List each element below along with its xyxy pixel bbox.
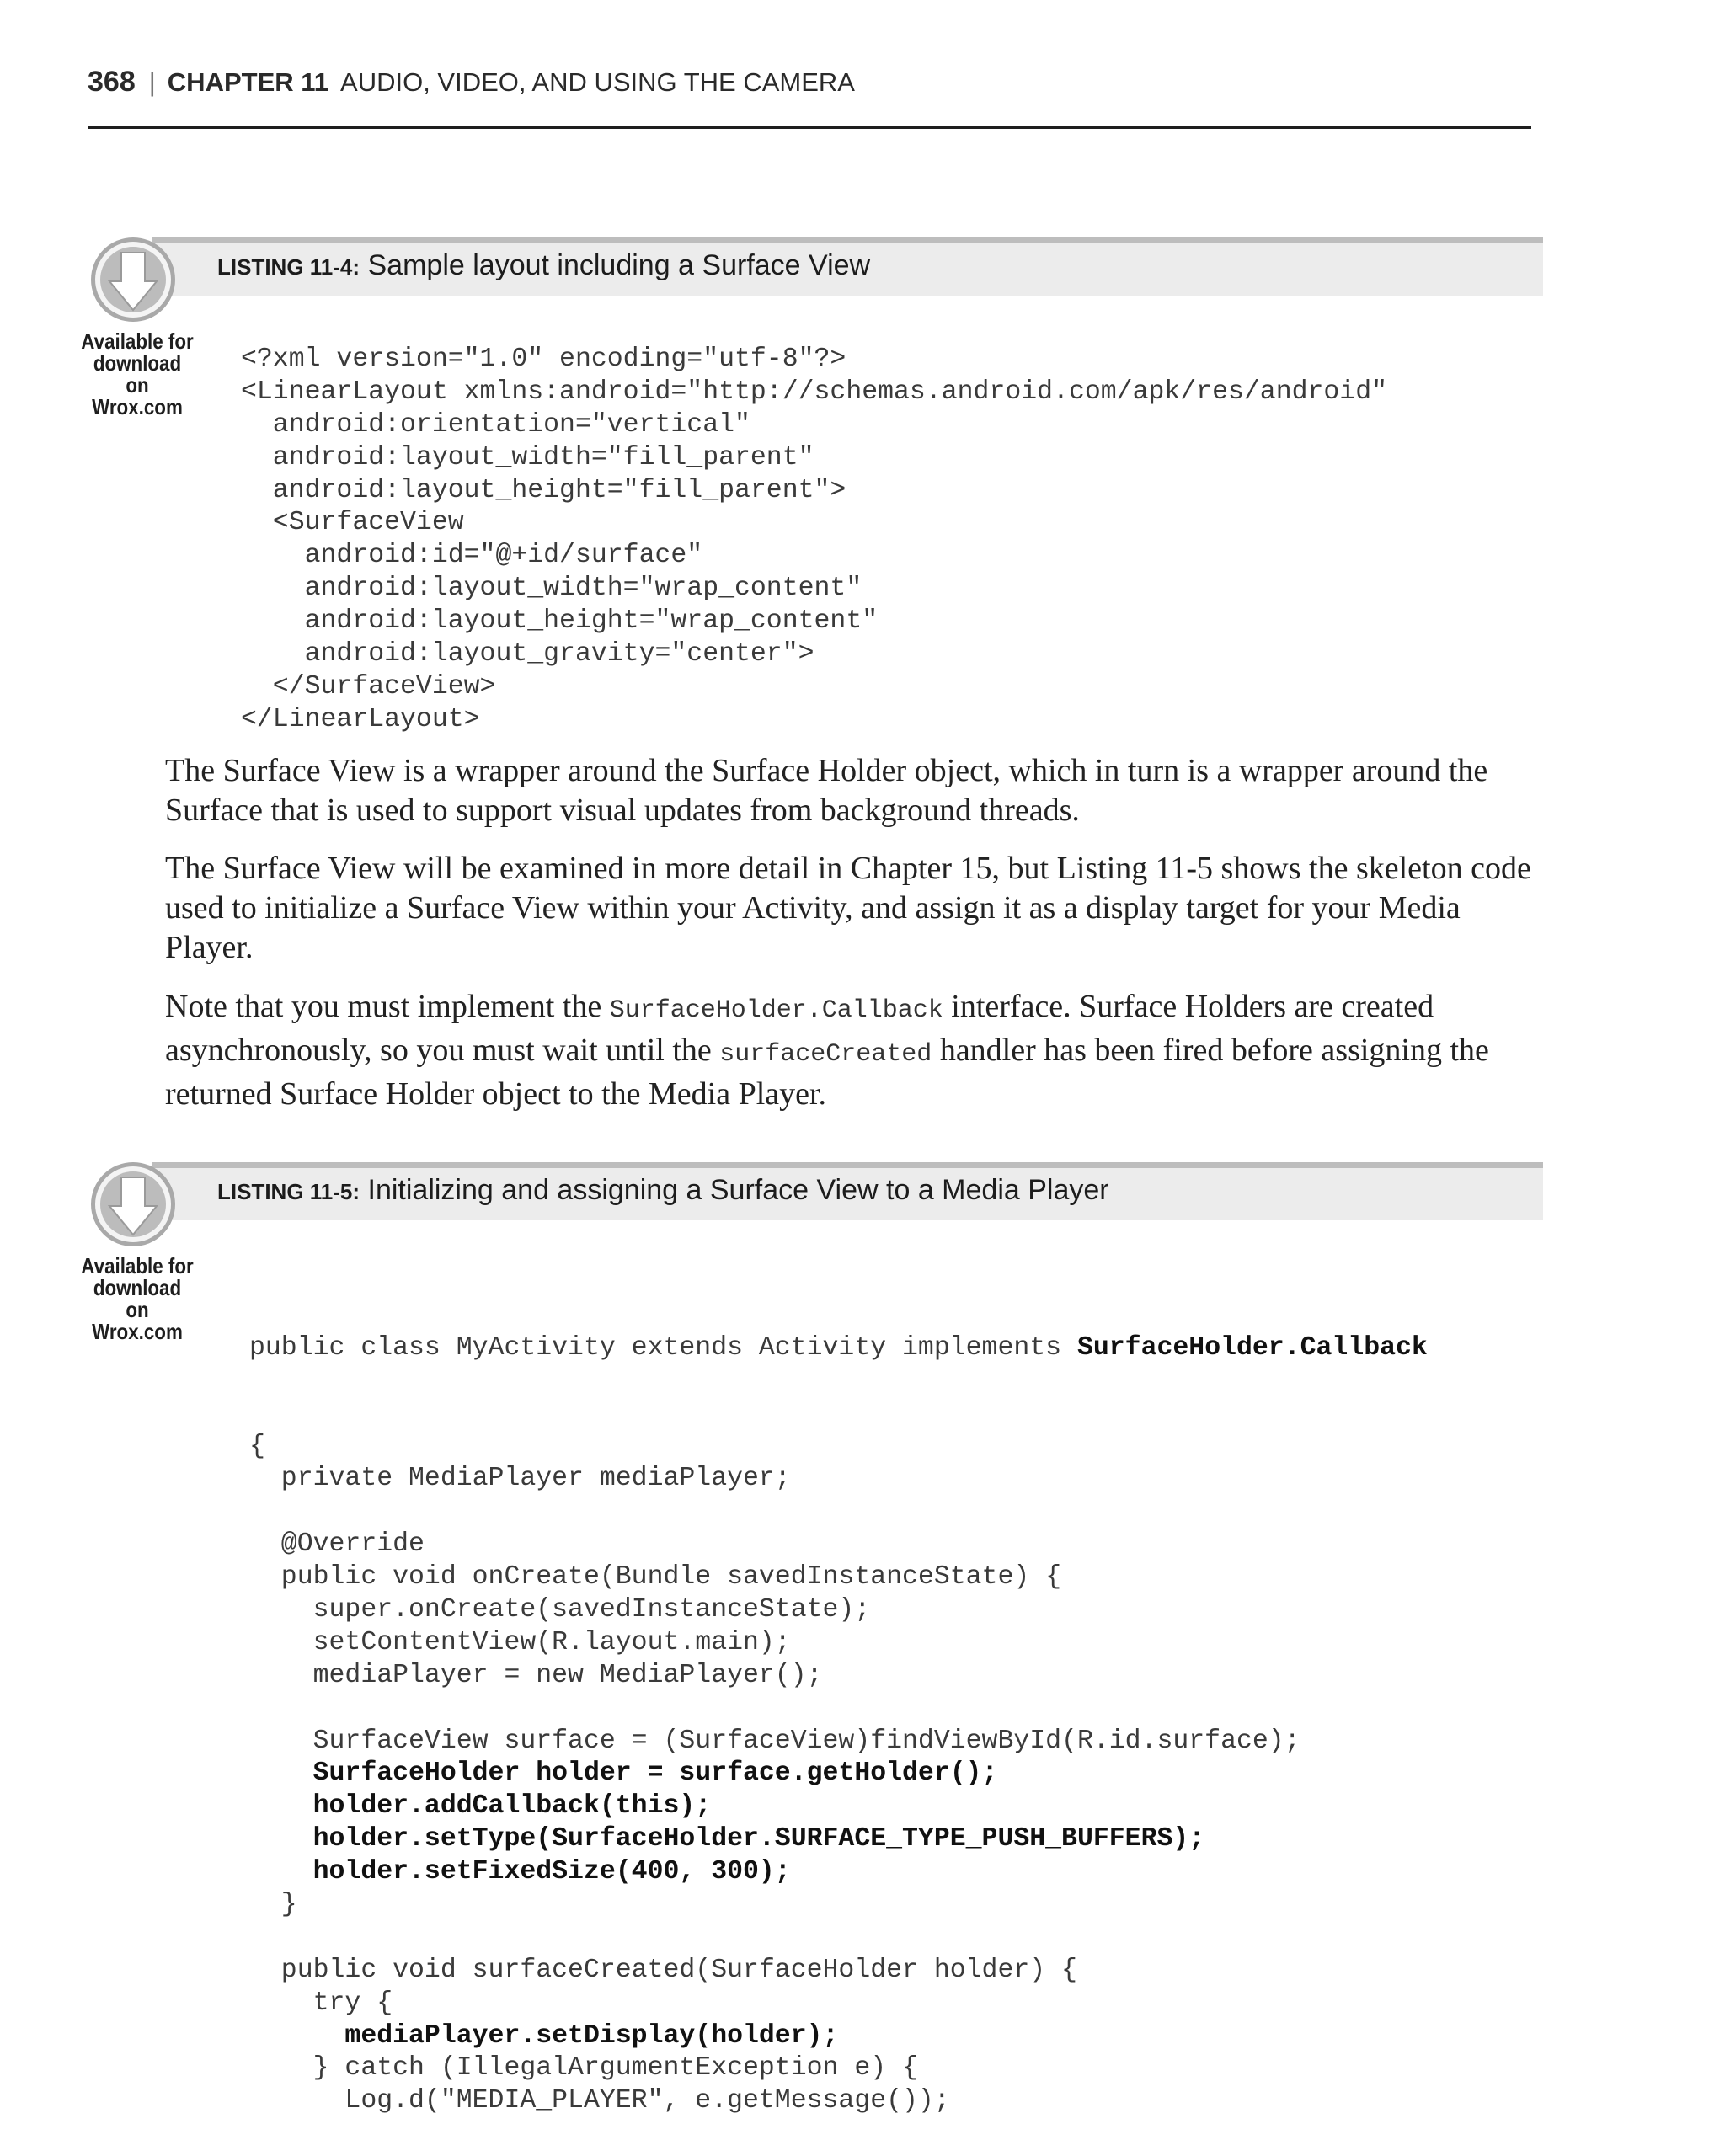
- download-line: download on: [93, 350, 182, 398]
- download-arrow-icon: [88, 234, 179, 325]
- code-line: try {: [249, 1988, 393, 2018]
- code-line: } catch (IllegalArgumentException e) {: [249, 2053, 918, 2084]
- code-line: {: [249, 1431, 265, 1461]
- code-line: mediaPlayer.setDisplay(holder);: [249, 2020, 839, 2051]
- code-line: android:layout_height="wrap_content": [241, 606, 879, 637]
- inline-code: surfaceCreated: [719, 1040, 932, 1069]
- download-line: Wrox.com: [92, 394, 183, 419]
- code-line: [249, 1496, 1428, 1529]
- code-line: </SurfaceView>: [241, 671, 496, 702]
- listing-caption: Sample layout including a Surface View: [367, 249, 871, 281]
- code-line: super.onCreate(savedInstanceState);: [249, 1594, 871, 1625]
- download-badge-text: [80, 330, 195, 418]
- code-highlight: SurfaceHolder.Callback: [1076, 1332, 1428, 1363]
- listing-11-5-title: [217, 1174, 1109, 1207]
- listing-11-4-title: [217, 249, 870, 282]
- text-run: handler has been fired before assigning the returned Surface Holder object to the Media Player.: [165, 1033, 1489, 1112]
- header-separator: |: [148, 67, 156, 97]
- code-line: holder.setFixedSize(400, 300);: [249, 1857, 791, 1887]
- header-rule: [88, 126, 1531, 129]
- code-line: </LinearLayout>: [241, 704, 480, 734]
- running-header: [88, 66, 855, 99]
- code-line: SurfaceView surface = (SurfaceView)findViewById(R.id.surface);: [249, 1726, 1300, 1756]
- text-run: interface. Surface Holders are created asynchronously, so you must wait until the: [165, 989, 1434, 1068]
- code-line: setContentView(R.layout.main);: [249, 1627, 791, 1657]
- download-arrow-icon: [88, 1159, 179, 1250]
- download-line: Available for: [81, 328, 194, 354]
- code-line: private MediaPlayer mediaPlayer;: [249, 1464, 791, 1494]
- code-line: [249, 1332, 1428, 1365]
- listing-11-5-code: [249, 1267, 1428, 2151]
- code-line: <LinearLayout xmlns:android="http://schemas.android.com/apk/res/android": [241, 376, 1388, 407]
- text-run: Note that you must implement the: [165, 989, 610, 1024]
- code-line: android:layout_width="fill_parent": [241, 442, 814, 472]
- code-line: android:layout_gravity="center">: [241, 639, 814, 670]
- code-line: public void onCreate(Bundle savedInstanceState) {: [249, 1562, 1062, 1593]
- code-line: android:layout_height="fill_parent">: [241, 475, 846, 505]
- code-line: android:layout_width="wrap_content": [241, 574, 862, 604]
- paragraph: [165, 987, 1546, 1114]
- download-badge-text: [80, 1255, 195, 1342]
- download-line: Wrox.com: [92, 1319, 183, 1344]
- code-line: holder.addCallback(this);: [249, 1791, 712, 1822]
- code-line: }: [249, 1889, 297, 1919]
- chapter-label: CHAPTER 11: [167, 67, 329, 97]
- code-line: [249, 1922, 1428, 1955]
- download-line: Available for: [81, 1253, 194, 1278]
- code-text: public class MyActivity extends Activity implements: [249, 1332, 1077, 1363]
- paragraph: The Surface View will be examined in more detail in Chapter 15, but Listing 11-5 shows the skeleton code used to initialize a Surface View within your Activity, and assign it as a display target for your Media Player.: [165, 851, 1531, 965]
- code-body: [249, 1431, 1428, 2119]
- code-line: @Override: [249, 1529, 425, 1560]
- code-line: android:id="@+id/surface": [241, 541, 703, 571]
- download-line: download on: [93, 1275, 182, 1322]
- chapter-title: AUDIO, VIDEO, AND USING THE CAMERA: [340, 67, 855, 97]
- inline-code: SurfaceHolder.Callback: [609, 996, 943, 1025]
- code-line: [249, 1693, 1428, 1726]
- code-line: android:orientation="vertical": [241, 409, 750, 440]
- page-number: 368: [88, 66, 136, 98]
- code-line: public void surfaceCreated(SurfaceHolder holder) {: [249, 1955, 1077, 1985]
- code-line: holder.setType(SurfaceHolder.SURFACE_TYPE_PUSH_BUFFERS);: [249, 1824, 1205, 1854]
- code-line: <SurfaceView: [241, 508, 464, 538]
- paragraph: The Surface View is a wrapper around the Surface Holder object, which in turn is a wrapper around the Surface that is used to support visual updates from background threads.: [165, 753, 1488, 828]
- code-line: <?xml version="1.0" encoding="utf-8"?>: [241, 344, 846, 374]
- listing-label: LISTING 11-5:: [217, 1179, 360, 1204]
- code-line: Log.d("MEDIA_PLAYER", e.getMessage());: [249, 2086, 950, 2116]
- listing-label: LISTING 11-4:: [217, 254, 360, 280]
- listing-11-4-code: [241, 344, 1387, 737]
- code-line: mediaPlayer = new MediaPlayer();: [249, 1660, 823, 1690]
- code-line: SurfaceHolder holder = surface.getHolder();: [249, 1758, 998, 1789]
- listing-caption: Initializing and assigning a Surface View to a Media Player: [367, 1174, 1109, 1206]
